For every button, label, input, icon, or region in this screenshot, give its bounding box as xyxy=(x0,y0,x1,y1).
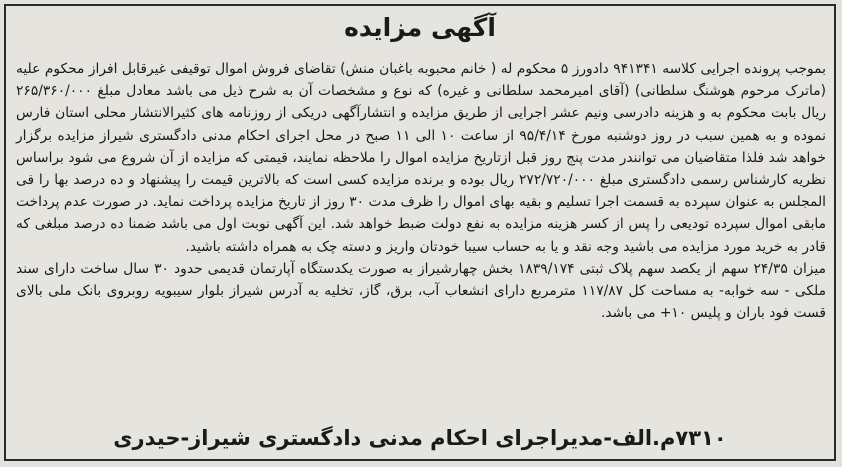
notice-paragraph-property: میزان ۲۴/۳۵ سهم از یکصد سهم پلاک ثبتی ۱۸۳۹/۱۷۴ بخش چهارشیراز به صورت یکدستگاه آپارتمان قدیمی حدود ۳۰ سال ساخت دارای سند ملکی - سه خوابه- به مساحت کل ۱۱۷/۸۷ مترمربع دارای انشعاب آب، برق، گاز، تخلیه به آدرس شیراز بلوار سیبویه روبروی بانک ملی بالای قست فود باران و پلیس ۱۰+ می باشد. xyxy=(16,260,826,322)
auction-notice xyxy=(4,4,836,461)
notice-body xyxy=(16,58,826,324)
notice-signature: ۷۳۱۰م.الف-مدیراجرای احکام مدنی دادگستری شیراز-حیدری xyxy=(113,426,727,450)
notice-title: آگهی مزایده xyxy=(344,13,496,42)
notice-paragraph-terms: بموجب پرونده اجرایی کلاسه ۹۴۱۳۴۱ دادورز ۵ محکوم له ( خانم محبوبه باغبان منش) تقاضای فروش اموال توقیفی غیرقابل افراز محکوم علیه (ماترک مرحوم هوشنگ سلطانی) (آقای امیرمحمد سلطانی و غیره) که نوع و مشخصات آن به شرح ذیل می باشد معادل مبلغ ۲۶۵/۳۶۰/۰۰۰ ریال بابت محکوم به و هزینه دادرسی ونیم عشر اجرایی از طریق مزایده و انتشارآگهی دریکی از روزنامه های کثیرالانتشار محلی استان فارس نموده و به همین سبب در روز دوشنبه مورخ ۹۵/۴/۱۴ از ساعت ۱۰ الی ۱۱ صبح در محل اجرای احکام مدنی دادگستری شیراز مزایده برگزار خواهد شد فلذا متقاضیان می توانندر مدت پنج روز قبل ازتاریخ مزایده اموال را ملاحظه نمایند، قیمتی که مزایده از آن شروع می شود براساس نظریه کارشناس رسمی دادگستری مبلغ ۲۷۲/۷۲۰/۰۰۰ ریال بوده و برنده مزایده کسی است که بالاترین قیمت را پیشنهاد و ده درصد بها را فی المجلس به عنوان سپرده به قسمت اجرا تسلیم و بقیه بهای اموال را ظرف مدت ۳۰ روز از تاریخ مزایده پرداخت نماید. در صورت عدم پرداخت مابقی اموال سپرده تودیعی را پس از کسر هزینه مزایده به نفع دولت ضبط خواهد شد. این آگهی نوبت اول می باشد ضمنا ده درصد مبلغی که قادر به خرید مورد مزایده می باشید وجه نقد و یا به حساب سیبا خودتان واریز و دسته چک به همراه داشته باشید. xyxy=(16,61,827,255)
